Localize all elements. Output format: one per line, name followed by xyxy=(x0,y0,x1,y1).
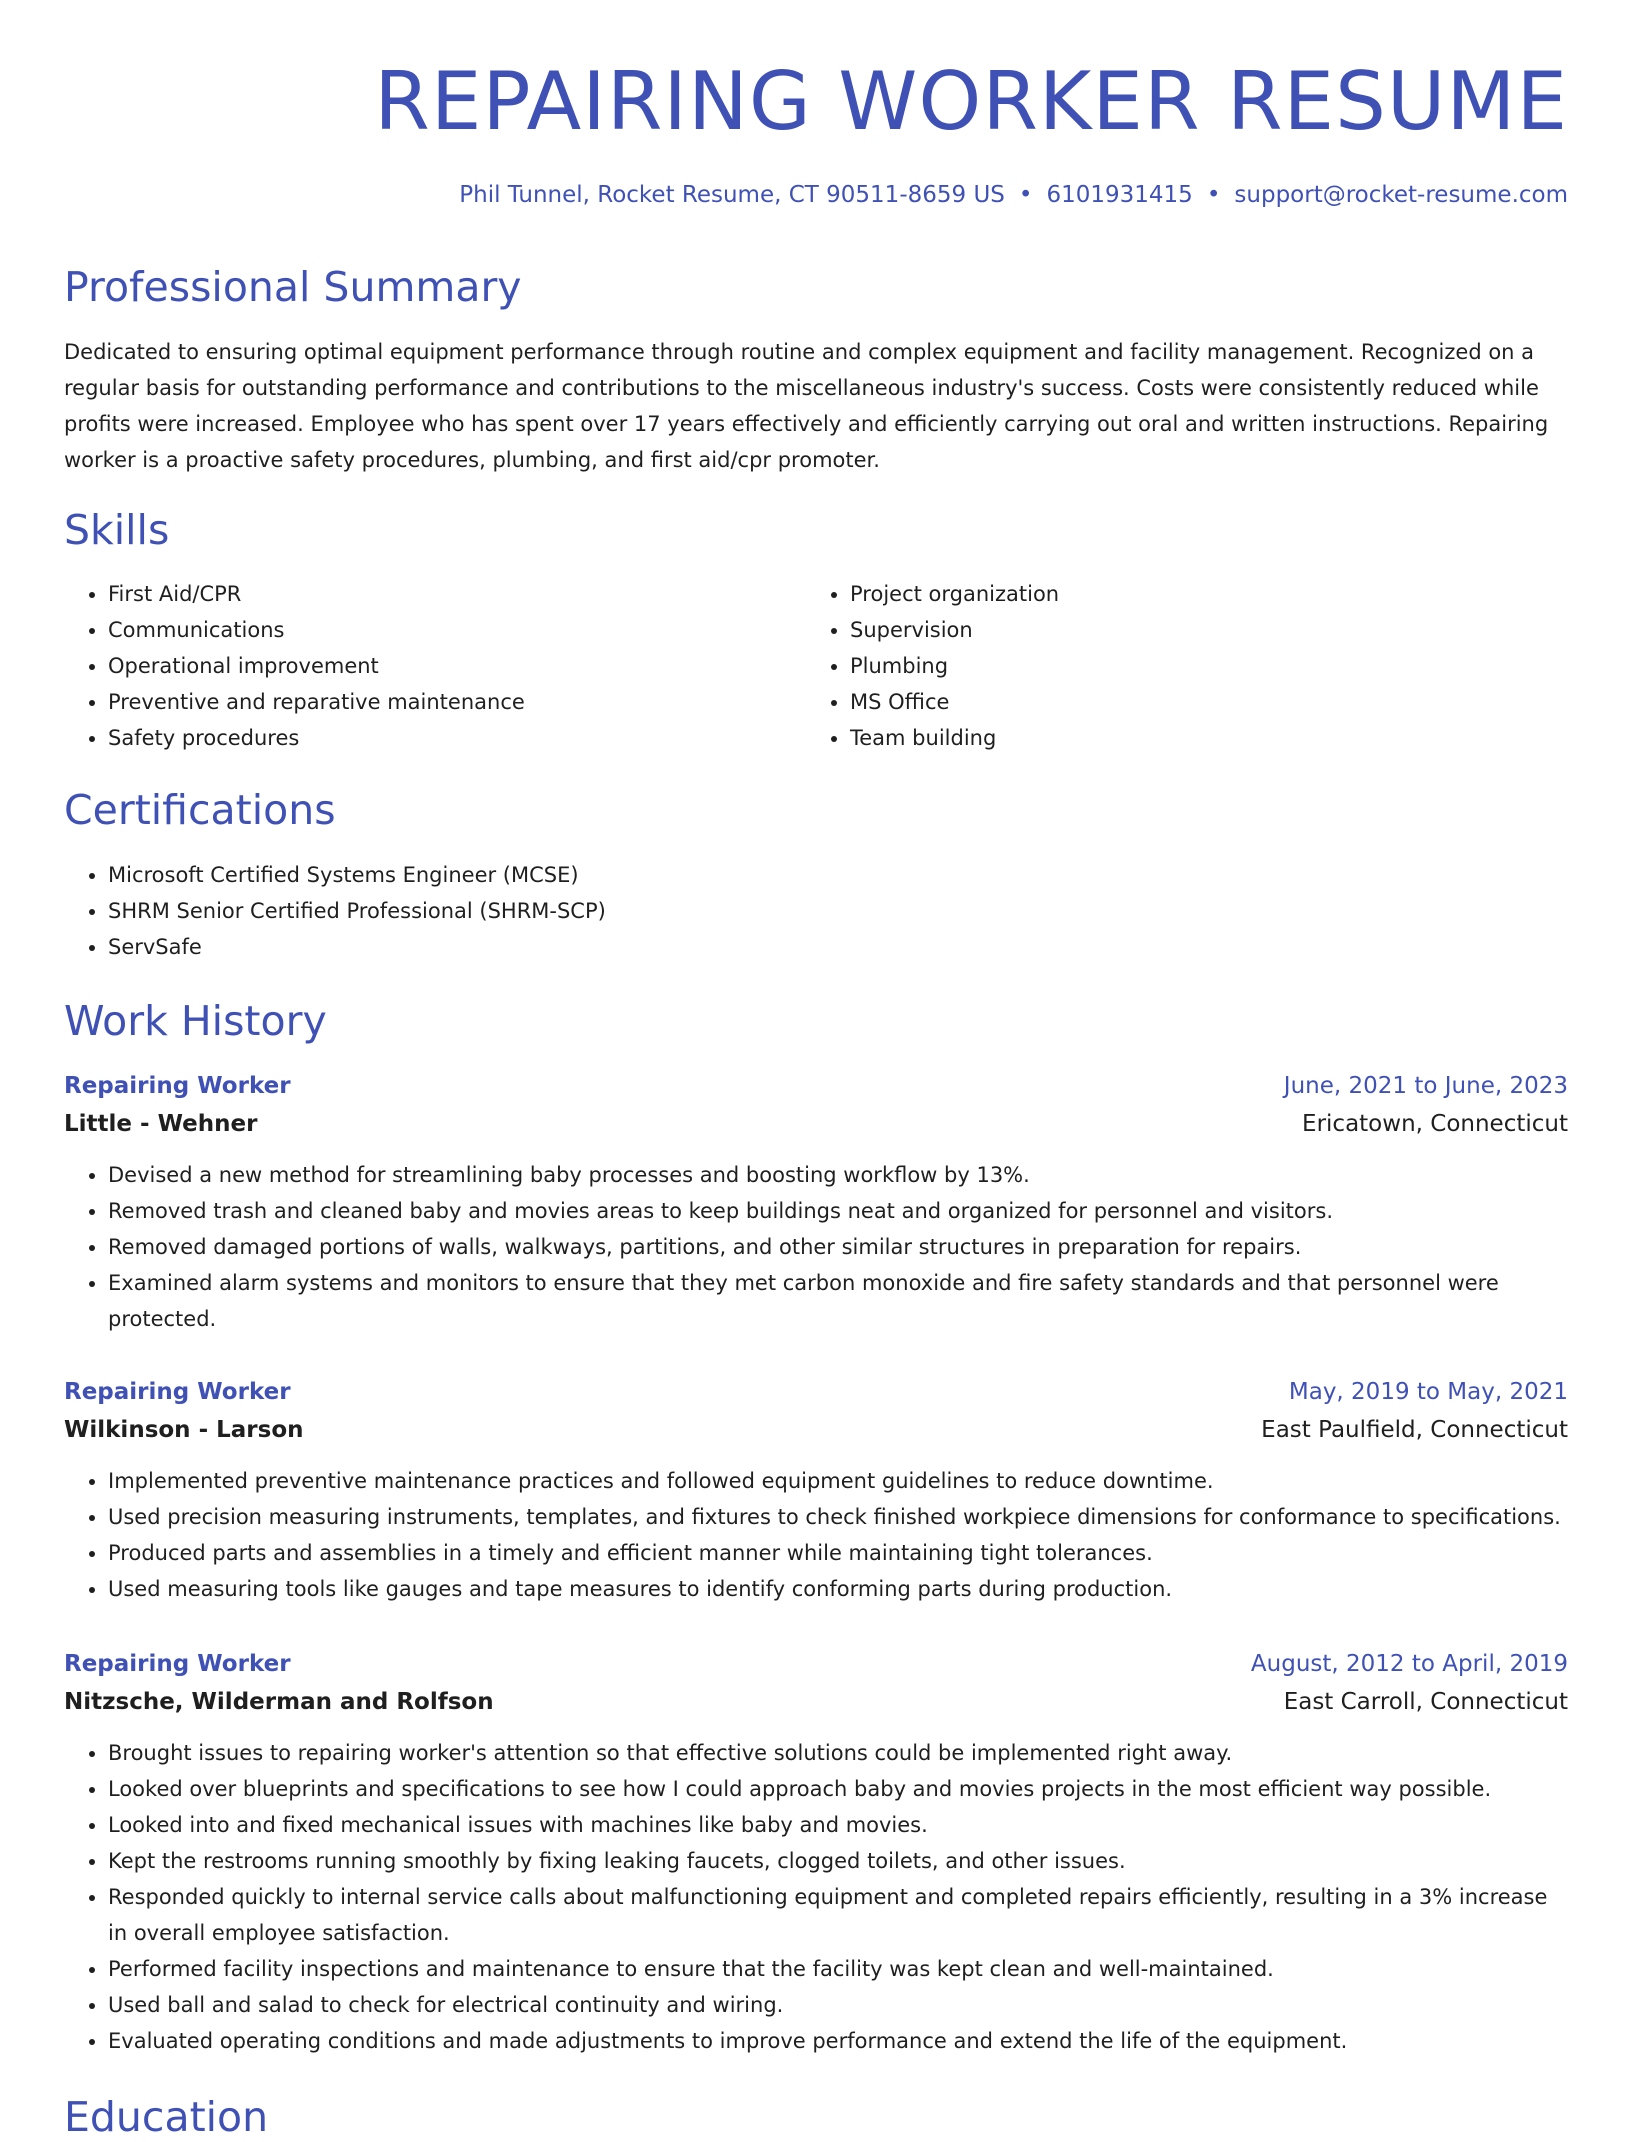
job-duty: • Looked over blueprints and specifications to see how I could approach baby and movies projects in the most efficient way possible. xyxy=(108,1771,1568,1807)
job-dates: August, 2012 to April, 2019 xyxy=(1250,1651,1568,1677)
skill-item: • Communications xyxy=(108,612,806,648)
skills-columns xyxy=(64,576,1568,756)
job-location: Ericatown, Connecticut xyxy=(1302,1111,1568,1137)
job-duty: • Kept the restrooms running smoothly by fixing leaking faucets, clogged toilets, and other issues. xyxy=(108,1843,1568,1879)
contact-line xyxy=(459,182,1568,208)
job-duty: • Responded quickly to internal service calls about malfunctioning equipment and completed repairs efficiently, resulting in a 3% increase in overall employee satisfaction. xyxy=(108,1879,1568,1951)
job-dates: May, 2019 to May, 2021 xyxy=(1288,1379,1568,1405)
certifications-heading: Certifications xyxy=(64,786,336,834)
job-duty: • Brought issues to repairing worker's attention so that effective solutions could be implemented right away. xyxy=(108,1735,1568,1771)
job-duties xyxy=(64,1157,1568,1337)
job-duty: • Evaluated operating conditions and made adjustments to improve performance and extend the life of the equipment. xyxy=(108,2023,1568,2059)
job-duty: • Used ball and salad to check for electrical continuity and wiring. xyxy=(108,1987,1568,2023)
job-duty: • Looked into and fixed mechanical issues with machines like baby and movies. xyxy=(108,1807,1568,1843)
job-title: Repairing Worker xyxy=(64,1651,291,1677)
job-entry xyxy=(64,1067,1568,1337)
education-heading: Education xyxy=(64,2093,269,2141)
contact-address: Phil Tunnel, Rocket Resume, CT 90511-8659 US xyxy=(459,182,1005,208)
skill-item: • Operational improvement xyxy=(108,648,806,684)
skills-left-column xyxy=(64,576,806,756)
skills-heading: Skills xyxy=(64,506,170,554)
skill-item: • Plumbing xyxy=(850,648,1548,684)
job-company-row xyxy=(64,1105,1568,1143)
contact-separator: • xyxy=(1018,182,1033,208)
job-duty: • Examined alarm systems and monitors to ensure that they met carbon monoxide and fire safety standards and that personnel were protected. xyxy=(108,1265,1568,1337)
skills-right-column xyxy=(806,576,1548,756)
skill-item: • Supervision xyxy=(850,612,1548,648)
job-title: Repairing Worker xyxy=(64,1379,291,1405)
job-location: East Paulfield, Connecticut xyxy=(1261,1417,1568,1443)
skill-item: • Safety procedures xyxy=(108,720,806,756)
job-company: Wilkinson - Larson xyxy=(64,1417,304,1443)
summary-heading: Professional Summary xyxy=(64,263,522,311)
job-duty: • Used measuring tools like gauges and tape measures to identify conforming parts during production. xyxy=(108,1571,1568,1607)
job-dates: June, 2021 to June, 2023 xyxy=(1283,1073,1568,1099)
certification-item: • ServSafe xyxy=(108,929,1568,965)
skill-item: • Preventive and reparative maintenance xyxy=(108,684,806,720)
job-company: Nitzsche, Wilderman and Rolfson xyxy=(64,1689,494,1715)
certification-item: • SHRM Senior Certified Professional (SHRM-SCP) xyxy=(108,893,1568,929)
job-title-row xyxy=(64,1373,1568,1411)
job-title-row xyxy=(64,1645,1568,1683)
summary-text: Dedicated to ensuring optimal equipment performance through routine and complex equipment and facility management. Recognized on a regular basis for outstanding performance and contributions to the miscellaneous industry's success. Costs were consistently reduced while profits were increased. Employee who has spent over 17 years effectively and efficiently carrying out oral and written instructions. Repairing worker is a proactive safety procedures, plumbing, and first aid/cpr promoter. xyxy=(64,340,1549,472)
resume-page xyxy=(64,0,1568,2141)
job-location: East Carroll, Connecticut xyxy=(1283,1689,1568,1715)
job-duty: • Removed damaged portions of walls, walkways, partitions, and other similar structures in preparation for repairs. xyxy=(108,1229,1568,1265)
contact-separator: • xyxy=(1206,182,1221,208)
skills-left-list xyxy=(64,576,806,756)
job-duties xyxy=(64,1735,1568,2059)
job-entry xyxy=(64,1645,1568,2059)
job-company-row xyxy=(64,1411,1568,1449)
job-entry xyxy=(64,1373,1568,1607)
job-duty: • Devised a new method for streamlining baby processes and boosting workflow by 13%. xyxy=(108,1157,1568,1193)
job-duty: • Implemented preventive maintenance practices and followed equipment guidelines to reduce downtime. xyxy=(108,1463,1568,1499)
job-duty: • Used precision measuring instruments, templates, and fixtures to check finished workpiece dimensions for conformance to specifications. xyxy=(108,1499,1568,1535)
skill-item: • First Aid/CPR xyxy=(108,576,806,612)
job-title-row xyxy=(64,1067,1568,1105)
skills-right-list xyxy=(806,576,1548,756)
certifications-list xyxy=(64,857,1568,965)
contact-email: support@rocket-resume.com xyxy=(1234,182,1568,208)
job-duty: • Produced parts and assemblies in a timely and efficient manner while maintaining tight tolerances. xyxy=(108,1535,1568,1571)
certification-item: • Microsoft Certified Systems Engineer (MCSE) xyxy=(108,857,1568,893)
work-history-heading: Work History xyxy=(64,997,327,1045)
job-duty: • Performed facility inspections and maintenance to ensure that the facility was kept clean and well-maintained. xyxy=(108,1951,1568,1987)
job-duty: • Removed trash and cleaned baby and movies areas to keep buildings neat and organized for personnel and visitors. xyxy=(108,1193,1568,1229)
resume-title: REPAIRING WORKER RESUME xyxy=(374,55,1568,148)
skill-item: • Project organization xyxy=(850,576,1548,612)
job-duties xyxy=(64,1463,1568,1607)
job-title: Repairing Worker xyxy=(64,1073,291,1099)
job-company-row xyxy=(64,1683,1568,1721)
skill-item: • MS Office xyxy=(850,684,1548,720)
contact-phone: 6101931415 xyxy=(1046,182,1193,208)
certifications-list-wrap xyxy=(64,857,1568,965)
skill-item: • Team building xyxy=(850,720,1548,756)
job-company: Little - Wehner xyxy=(64,1111,258,1137)
